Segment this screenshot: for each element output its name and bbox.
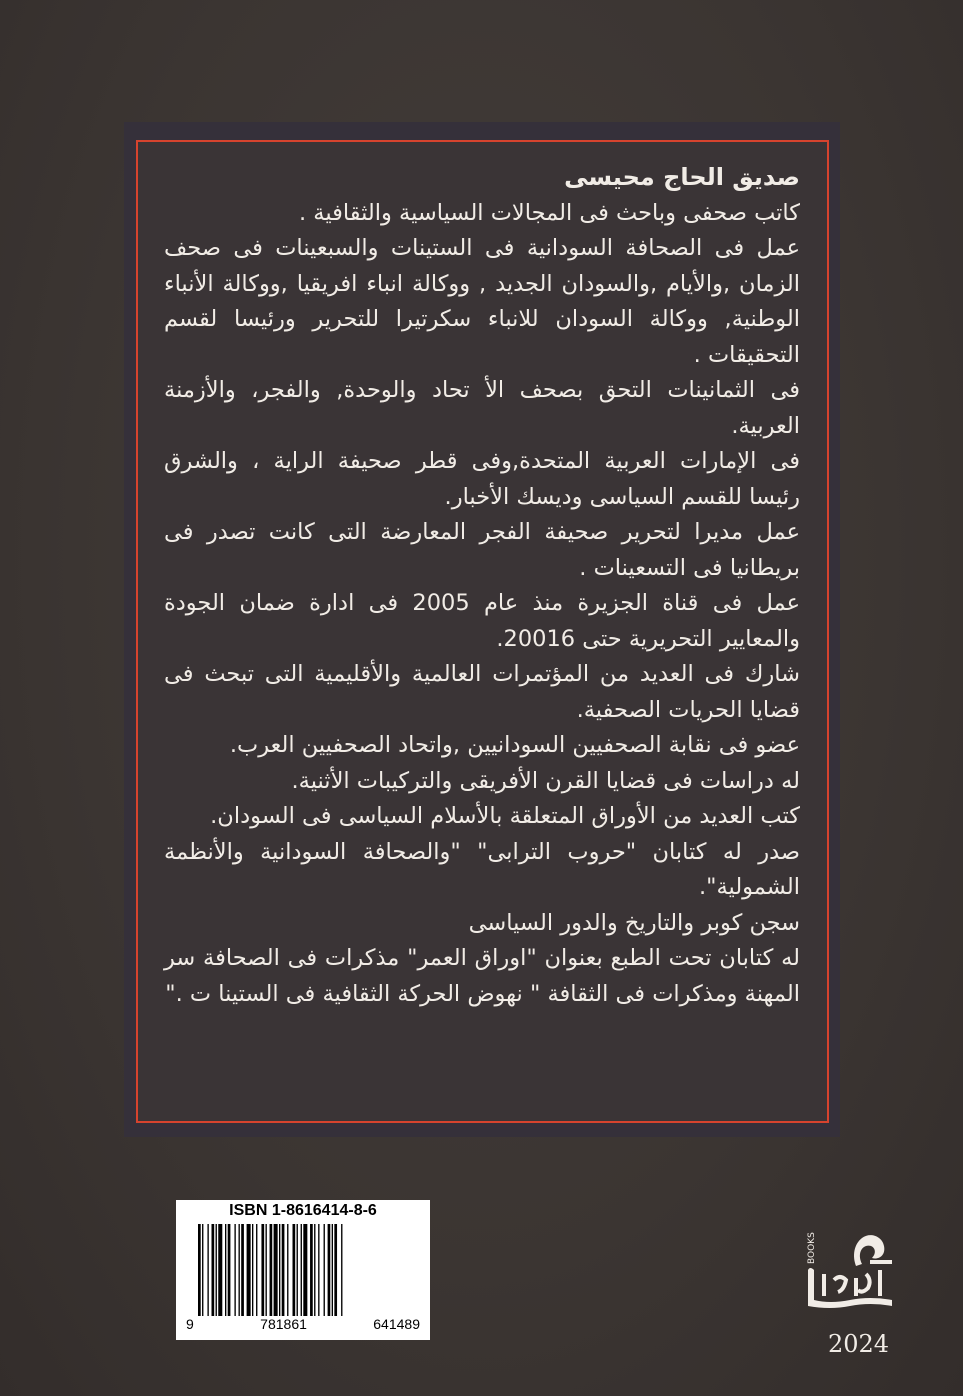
barcode-bar — [252, 1224, 253, 1316]
barcode-bar — [324, 1224, 325, 1316]
barcode-bar — [202, 1224, 203, 1316]
bio-paragraph: له دراسات فى قضايا القرن الأفريقى والتركيبات الأثنية. — [291, 767, 800, 794]
bio-paragraph: صدر له كتابان "حروب الترابى" "والصحافة السودانية والأنظمة الشمولية". — [164, 838, 800, 900]
barcode-bar — [218, 1224, 222, 1316]
barcode-bar — [198, 1224, 201, 1316]
barcode-bar — [261, 1224, 264, 1316]
barcode-bar — [241, 1224, 244, 1316]
barcode-bar — [328, 1224, 331, 1316]
bio-paragraph: له كتابان تحت الطبع بعنوان "اوراق العمر" مذكرات فى الصحافة سر المهنة ومذكرات فى الثقافة " نهوض الحركة الثقافية فى الستينا ت ." — [164, 945, 800, 1007]
bio-paragraph: شارك فى العديد من المؤتمرات العالمية والأقليمية التى تبحث فى قضايا الحريات الصحفية. — [164, 661, 800, 723]
bio-paragraph: عمل فى الصحافة السودانية فى الستينات والسبعينات فى صحف الزمان ,والأيام ,والسودان الجديد , ووكالة انباء افريقيا ,ووكالة الأنباء الوطنية, ووكالة السودان للانباء سكرتيرا للتحرير ورئيسا لقسم التحقيقات . — [164, 235, 800, 368]
barcode-bar — [247, 1224, 251, 1316]
barcode-digits — [180, 1316, 426, 1332]
bio-paragraph: فى الإمارات العربية المتحدة,وفى قطر صحيفة الراية ، والشرق رئيسا للقسم السياسى وديسك الأخبار. — [164, 448, 800, 510]
barcode-bar — [334, 1224, 337, 1316]
barcode-bar — [332, 1224, 333, 1316]
bio-paragraph: عمل فى قناة الجزيرة منذ عام 2005 فى ادارة ضمان الجودة والمعايير التحريرية حتى 20016. — [164, 590, 800, 652]
barcode-digits-right: 641489 — [373, 1316, 420, 1332]
barcode-bars — [194, 1224, 416, 1316]
barcode-bar — [207, 1224, 208, 1316]
barcode-bar — [287, 1224, 288, 1316]
barcode-bar — [282, 1224, 285, 1316]
barcode-bar — [274, 1224, 278, 1316]
barcode-digit-lead: 9 — [186, 1316, 194, 1332]
barcode-bar — [293, 1224, 296, 1316]
barcode-bar — [270, 1224, 273, 1316]
bio-paragraph: كتب العديد من الأوراق المتعلقة بالأسلام السياسى فى السودان. — [210, 803, 800, 829]
bio-paragraph: عمل مديرا لتحرير صحيفة الفجر المعارضة التى كانت تصدر فى بريطانيا فى التسعينات . — [164, 519, 800, 581]
barcode-bar — [256, 1224, 257, 1316]
barcode-digits-left: 781861 — [260, 1316, 307, 1332]
barcode-bar — [318, 1224, 319, 1316]
barcode-bar — [228, 1224, 231, 1316]
barcode-bar — [225, 1224, 226, 1316]
isbn-label: ISBN 1-8616414-8-6 — [229, 1202, 377, 1219]
barcode-bar — [279, 1224, 280, 1316]
barcode-bar — [266, 1224, 267, 1316]
barcode-bar — [303, 1224, 307, 1316]
isbn-barcode — [176, 1200, 430, 1340]
author-biography — [164, 160, 800, 1012]
barcode-bar — [314, 1224, 315, 1316]
barcode-bar — [297, 1224, 298, 1316]
barcode-bar — [341, 1224, 342, 1316]
bio-paragraph: سجن كوبر والتاريخ والدور السياسى — [468, 909, 800, 936]
barcode-bar — [212, 1224, 215, 1316]
barcode-bar — [239, 1224, 240, 1316]
svg-text:BOOKS: BOOKS — [807, 1232, 817, 1264]
publisher-logo-icon — [800, 1230, 900, 1320]
bio-paragraph: كاتب صحفى وباحث فى المجالات السياسية والثقافية . — [298, 199, 800, 226]
bio-paragraph: فى الثمانينات التحق بصحف الأ تحاد والوحدة, والفجر، والأزمنة العربية. — [164, 377, 800, 439]
barcode-bar — [301, 1224, 302, 1316]
barcode-bar — [310, 1224, 313, 1316]
barcode-bar — [216, 1224, 217, 1316]
barcode-bar — [234, 1224, 235, 1316]
publication-year: 2024 — [828, 1330, 890, 1358]
author-name: صديق الحاج محيسى — [564, 163, 800, 191]
bio-paragraph: عضو فى نقابة الصحفيين السودانيين ,واتحاد الصحفيين العرب. — [229, 732, 800, 758]
